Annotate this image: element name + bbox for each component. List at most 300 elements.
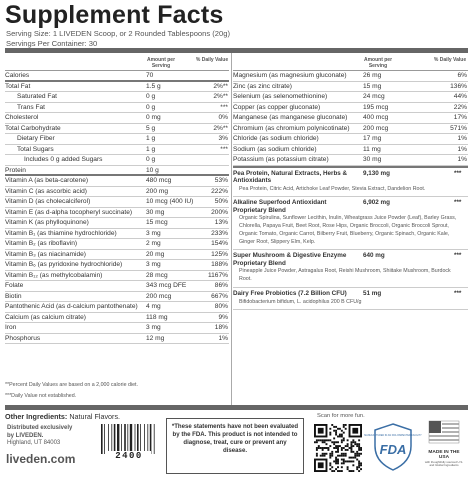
- qr-module: [347, 445, 349, 447]
- nutrient-row: [5, 82, 229, 93]
- qr-module: [343, 460, 345, 462]
- qr-module: [322, 455, 324, 457]
- qr-module: [339, 434, 341, 436]
- qr-module: [360, 453, 362, 455]
- nutrient-dv: 125%: [211, 250, 228, 258]
- qr-module: [318, 447, 320, 449]
- blend-header: [233, 197, 462, 214]
- blend-name: Dairy Free Probiotics (7.2 Billion CFU): [233, 290, 347, 298]
- qr-module: [356, 453, 358, 455]
- nutrient-amount: 2 mg: [146, 240, 161, 247]
- qr-module: [360, 449, 362, 451]
- barcode-bar: [144, 424, 145, 454]
- nutrient-amount: 17 mg: [363, 135, 382, 142]
- dv-header: % Daily Value: [433, 57, 467, 63]
- nutrient-row: [5, 302, 229, 313]
- nutrient-amount: 195 mcg: [363, 103, 389, 111]
- qr-module: [341, 466, 343, 468]
- nutrient-amount: 118 mg: [146, 313, 168, 321]
- qr-module: [335, 459, 337, 461]
- nutrient-row: [233, 113, 468, 124]
- qr-module: [331, 453, 333, 455]
- qr-module: [329, 453, 331, 455]
- qr-module: [341, 453, 343, 455]
- blend-name: Pea Protein, Natural Extracts, Herbs & Antioxidants: [233, 169, 348, 184]
- nutrient-name: Cholesterol: [5, 114, 39, 121]
- qr-module: [335, 468, 337, 470]
- blend-ingredients: Pea Protein, Citric Acid, Artichoke Leaf Powder, Stevia Extract, Dandelion Root.: [239, 185, 426, 192]
- nutrient-dv: 200%: [211, 208, 228, 216]
- nutrient-name: Zinc (as zinc citrate): [233, 82, 292, 90]
- blend-ingredients: Organic Spirulina, Sunflower Lecithin, Inulin, Wheatgrass Juice Powder (Leaf), Barley Grass, Chlorella, Papaya Fruit, Beet Root, Rose Hips, Organic Broccoli, Organic Broccoli Sprout, Organic Tomato, Organic Carrot, Bilberry Fruit, Blueberry, Organic Spinach, Organic Kale, Ginger Root, Slippery Elm, Kelp.: [239, 215, 457, 245]
- nutrient-name: Protein: [5, 166, 26, 174]
- blend-name: Super Mushroom & Digestive Enzyme Proprietary Blend: [233, 252, 347, 267]
- qr-module: [327, 447, 329, 449]
- qr-module: [360, 464, 362, 466]
- barcode-bar: [101, 424, 103, 454]
- nutrient-name: Iron: [5, 324, 17, 331]
- qr-module: [343, 424, 345, 426]
- nutrient-name: Copper (as copper gluconate): [233, 103, 321, 111]
- qr-module: [354, 455, 356, 457]
- qr-module: [329, 455, 331, 457]
- nutrient-amount: 11 mg: [363, 145, 381, 153]
- qr-module: [333, 443, 335, 445]
- qr-module: [320, 439, 322, 441]
- nutrient-row: [5, 103, 229, 114]
- barcode-bar: [114, 424, 116, 454]
- dv-header: % Daily Value: [195, 57, 229, 63]
- qr-module: [314, 441, 316, 443]
- nutrient-amount: 12 mg: [146, 334, 165, 342]
- nutrient-dv: 44%: [453, 93, 467, 100]
- nutrient-amount: 1 g: [146, 145, 156, 153]
- nutrient-name: Chromium (as chromium polynicotinate): [233, 124, 350, 132]
- qr-module: [341, 436, 343, 438]
- nutrient-dv: 86%: [214, 282, 228, 289]
- qr-module: [345, 449, 347, 451]
- made-in-usa-text: MADE IN THE USA: [428, 450, 460, 461]
- barcode-bar: [104, 424, 105, 454]
- serving-size: Serving Size: 1 LIVEDEN Scoop, or 2 Rounded Tablespoons (20g): [6, 29, 231, 38]
- flag-canton: [429, 421, 441, 433]
- barcode-bar: [124, 424, 126, 454]
- qr-module: [345, 460, 347, 462]
- nutrient-amount: 3 mg: [146, 324, 161, 331]
- qr-module: [347, 466, 349, 468]
- qr-module: [331, 441, 333, 443]
- nutrient-row: [233, 103, 468, 114]
- nutrient-amount: 200 mcg: [146, 292, 172, 300]
- qr-module: [318, 439, 320, 441]
- qr-module: [341, 430, 343, 432]
- blend-header: [233, 168, 462, 185]
- qr-module: [335, 426, 337, 428]
- qr-module: [339, 470, 341, 472]
- qr-module: [335, 451, 337, 453]
- nutrient-row: [5, 113, 229, 124]
- nutrient-amount: 1.5 g: [146, 82, 161, 90]
- nutrient-row: [5, 218, 229, 229]
- qr-module: [337, 455, 339, 457]
- nutrient-name: Vitamin C (as ascorbic acid): [5, 187, 87, 195]
- nutrient-dv: 2%**: [213, 82, 228, 90]
- qr-module: [352, 457, 354, 459]
- qr-module: [335, 434, 337, 436]
- qr-module: [320, 447, 322, 449]
- barcode-bar: [135, 424, 136, 454]
- qr-module: [331, 424, 333, 426]
- qr-module: [343, 437, 345, 439]
- qr-module: [324, 447, 326, 449]
- qr-module: [343, 447, 345, 449]
- qr-module: [337, 470, 339, 472]
- qr-module: [345, 445, 347, 447]
- barcode-bar: [150, 424, 152, 454]
- qr-module: [358, 445, 360, 447]
- nutrient-dv: ***: [220, 103, 228, 111]
- nutrient-amount: 28 mcg: [146, 271, 168, 279]
- qr-module: [322, 453, 324, 455]
- nutrient-name: Selenium (as selenomethionine): [233, 93, 328, 100]
- qr-module: [322, 447, 324, 449]
- qr-module: [360, 462, 362, 464]
- nutrient-name: Includes 0 g added Sugars: [24, 156, 103, 163]
- nutrient-amount: 30 mg: [363, 156, 382, 163]
- qr-module: [335, 460, 337, 462]
- qr-module: [326, 453, 328, 455]
- nutrient-row: [5, 145, 229, 156]
- qr-module: [316, 449, 318, 451]
- qr-module: [333, 437, 335, 439]
- blend-amount: 6,902 mg: [363, 199, 390, 207]
- nutrient-dv: 154%: [211, 240, 228, 247]
- nutrient-row: [5, 71, 229, 82]
- nutrient-dv: 136%: [450, 82, 467, 90]
- nutrient-amount: 1 g: [146, 135, 156, 142]
- nutrient-name: Magnesium (as magnesium gluconate): [233, 72, 347, 79]
- blends: [233, 166, 468, 311]
- fda-shield-top-caption: MANUFACTURED IN AN FDA INSPECTED FACILITY: [364, 434, 422, 437]
- nutrient-amount: 0 g: [146, 103, 156, 111]
- qr-code[interactable]: [314, 424, 362, 472]
- qr-module: [347, 468, 349, 470]
- nutrient-name: Vitamin D (as cholecalciferol): [5, 198, 91, 205]
- nutrient-row: [233, 92, 468, 103]
- nutrient-row: [5, 124, 229, 135]
- qr-module: [356, 445, 358, 447]
- barcode-bar: [137, 424, 139, 454]
- nutrient-amount: 26 mg: [363, 72, 382, 79]
- qr-module: [350, 460, 352, 462]
- qr-module: [329, 439, 331, 441]
- nutrient-dv: 188%: [211, 261, 228, 268]
- distributor: [7, 425, 72, 448]
- blend-amount: 51 mg: [363, 290, 382, 298]
- footnote-not-established: ***Daily Value not established.: [5, 393, 77, 399]
- footnote-dv: **Percent Daily Values are based on a 2,000 calorie diet.: [5, 382, 138, 388]
- nutrient-name: Vitamin B₂ (as riboflavin): [5, 240, 78, 247]
- barcode-bar: [117, 424, 119, 454]
- nutrient-row: [5, 334, 229, 345]
- qr-module: [333, 470, 335, 472]
- qr-module: [341, 470, 343, 472]
- qr-module: [358, 466, 360, 468]
- qr-module: [350, 445, 352, 447]
- qr-module: [339, 455, 341, 457]
- website-url[interactable]: liveden.com: [6, 452, 76, 466]
- nutrient-name: Biotin: [5, 292, 22, 300]
- barcode-image: [99, 422, 157, 470]
- blend-header: [233, 288, 462, 298]
- blend-ingredients: Pineapple Juice Powder, Astragalus Root, Reishi Mushroom, Shiitake Mushroom, Burdock Root.: [239, 268, 451, 283]
- qr-module: [358, 470, 360, 472]
- qr-module: [347, 443, 349, 445]
- barcode-bar: [130, 424, 132, 454]
- nutrient-row: [233, 124, 468, 135]
- qr-module: [354, 443, 356, 445]
- nutrient-name: Manganese (as manganese gluconate): [233, 114, 348, 121]
- nutrient-amount: 10 g: [146, 166, 159, 174]
- qr-module: [316, 447, 318, 449]
- blend-block: [233, 250, 468, 288]
- nutrient-amount: 30 mg: [146, 208, 165, 216]
- qr-module: [333, 447, 335, 449]
- nutrient-amount: 0 g: [146, 156, 156, 163]
- barcode-bar: [147, 424, 148, 454]
- qr-module: [345, 424, 347, 426]
- qr-module: [324, 441, 326, 443]
- scan-text: Scan for more fun.: [317, 413, 365, 419]
- qr-module: [339, 428, 341, 430]
- nutrient-dv: 1%: [457, 156, 467, 163]
- right-header: [233, 57, 468, 71]
- blend-name: Alkaline Superfood Antioxidant Proprietary Blend: [233, 199, 327, 214]
- qr-module: [331, 451, 333, 453]
- blend-block: [233, 288, 468, 310]
- blend-header: [233, 250, 462, 267]
- qr-module: [339, 436, 341, 438]
- nutrient-row: [5, 281, 229, 292]
- qr-module: [337, 459, 339, 461]
- made-in-usa-subtext: with thoughtfully sourced U.S. and Global Ingredients: [424, 460, 464, 468]
- qr-module: [341, 434, 343, 436]
- nutrient-dv: 222%: [211, 187, 228, 195]
- qr-module: [326, 439, 328, 441]
- barcode-number: 2400: [107, 451, 151, 461]
- amount-header: Amount per Serving: [146, 57, 176, 69]
- nutrient-dv: 2%**: [213, 93, 228, 100]
- qr-module: [349, 460, 351, 462]
- nutrient-name: Potassium (as potassium citrate): [233, 156, 329, 163]
- qr-module: [337, 466, 339, 468]
- qr-module: [350, 443, 352, 445]
- qr-module: [350, 457, 352, 459]
- nutrient-dv: 50%: [214, 198, 228, 205]
- nutrient-amount: 10 mcg (400 IU): [146, 198, 194, 205]
- nutrient-row: [5, 229, 229, 240]
- nutrient-name: Total Fat: [5, 82, 31, 90]
- nutrient-row: [233, 155, 468, 166]
- nutrient-dv: 0%: [218, 114, 228, 121]
- qr-module: [331, 455, 333, 457]
- qr-module: [337, 460, 339, 462]
- qr-module: [343, 455, 345, 457]
- qr-module: [356, 451, 358, 453]
- nutrient-name: Vitamin B₃ (as niacinamide): [5, 250, 86, 258]
- qr-module: [335, 462, 337, 464]
- nutrient-row: [5, 208, 229, 219]
- qr-module: [335, 445, 337, 447]
- nutrient-amount: 480 mcg: [146, 177, 172, 184]
- qr-module: [316, 441, 318, 443]
- qr-module: [326, 447, 328, 449]
- right-column: [233, 57, 468, 310]
- nutrient-name: Vitamin A (as beta-carotene): [5, 177, 89, 184]
- nutrient-name: Vitamin K (as phylloquinone): [5, 219, 89, 226]
- qr-module: [347, 439, 349, 441]
- qr-module: [324, 439, 326, 441]
- nutrient-dv: 3%: [218, 135, 228, 142]
- qr-module: [345, 455, 347, 457]
- nutrient-dv: 80%: [214, 303, 228, 310]
- qr-module: [324, 453, 326, 455]
- other-label: Other Ingredients:: [5, 412, 68, 421]
- nutrient-name: Sodium (as sodium chloride): [233, 145, 317, 153]
- qr-module: [343, 439, 345, 441]
- nutrient-amount: 24 mcg: [363, 93, 385, 100]
- nutrient-row: [5, 323, 229, 334]
- qr-module: [333, 460, 335, 462]
- qr-module: [358, 443, 360, 445]
- nutrient-name: Dietary Fiber: [17, 135, 55, 142]
- nutrient-name: Calcium (as calcium citrate): [5, 313, 86, 321]
- qr-module: [337, 445, 339, 447]
- barcode-bar: [140, 424, 141, 454]
- blend-dv: ***: [454, 290, 462, 298]
- barcode-bar: [111, 424, 112, 454]
- nutrient-row: [5, 260, 229, 271]
- qr-module: [343, 432, 345, 434]
- barcode-bar: [127, 424, 128, 454]
- qr-module: [329, 428, 331, 430]
- nutrient-dv: 667%: [211, 292, 228, 300]
- qr-module: [358, 460, 360, 462]
- qr-module: [358, 439, 360, 441]
- qr-module: [354, 457, 356, 459]
- nutrient-name: Vitamin B₁₂ (as methylcobalamin): [5, 271, 103, 279]
- nutrient-row: [5, 313, 229, 324]
- qr-module: [327, 449, 329, 451]
- qr-module: [316, 455, 318, 457]
- servings-per-container: Servings Per Container: 30: [6, 39, 98, 48]
- nutrient-name: Calories: [5, 72, 30, 79]
- qr-module: [341, 441, 343, 443]
- nutrient-dv: 1%: [218, 334, 228, 342]
- blend-ingredients: Bifidobacterium bifidum, L. acidophilus 200 B CFU/g: [239, 298, 362, 305]
- nutrient-name: Saturated Fat: [17, 93, 57, 100]
- qr-module: [322, 439, 324, 441]
- qr-module: [333, 430, 335, 432]
- qr-module: [352, 470, 354, 472]
- qr-module: [352, 441, 354, 443]
- distributor-line: by LIVEDEN.: [7, 432, 44, 439]
- nutrient-amount: 200 mcg: [363, 124, 389, 132]
- qr-finder: [318, 428, 324, 434]
- qr-module: [350, 441, 352, 443]
- nutrient-row: [233, 82, 468, 93]
- qr-module: [349, 457, 351, 459]
- nutrient-name: Vitamin E (as d-alpha tocopheryl succinate): [5, 208, 133, 216]
- nutrient-row: [5, 134, 229, 145]
- qr-module: [358, 464, 360, 466]
- amount-header: Amount per Serving: [363, 57, 393, 69]
- distributor-line: Distributed exclusively: [7, 425, 73, 431]
- qr-finder: [352, 428, 358, 434]
- other-value: Natural Flavors.: [69, 412, 121, 421]
- nutrient-dv: 53%: [214, 177, 228, 184]
- nutrient-row: [5, 292, 229, 303]
- blend-amount: 640 mg: [363, 252, 385, 260]
- qr-module: [358, 447, 360, 449]
- blend-dv: ***: [454, 169, 462, 177]
- nutrient-name: Total Sugars: [17, 145, 54, 153]
- blend-amount: 9,130 mg: [363, 169, 390, 177]
- qr-module: [354, 453, 356, 455]
- distributor-line: Highland, UT 84003: [7, 440, 61, 447]
- fda-shield-icon: [364, 422, 422, 472]
- qr-module: [337, 447, 339, 449]
- nutrient-amount: 20 mg: [146, 250, 165, 258]
- qr-module: [352, 439, 354, 441]
- qr-module: [322, 449, 324, 451]
- qr-module: [341, 447, 343, 449]
- qr-module: [316, 439, 318, 441]
- qr-module: [358, 453, 360, 455]
- qr-module: [352, 464, 354, 466]
- qr-module: [356, 468, 358, 470]
- nutrient-dv: 6%: [457, 72, 467, 79]
- qr-module: [329, 432, 331, 434]
- nutrient-amount: 200 mg: [146, 187, 168, 195]
- qr-module: [358, 455, 360, 457]
- qr-module: [352, 445, 354, 447]
- qr-module: [329, 457, 331, 459]
- qr-module: [333, 441, 335, 443]
- qr-module: [329, 464, 331, 466]
- nutrient-name: Vitamin B₆ (as pyridoxine hydrochloride): [5, 261, 123, 268]
- qr-module: [341, 449, 343, 451]
- qr-module: [337, 428, 339, 430]
- qr-module: [350, 449, 352, 451]
- qr-module: [327, 439, 329, 441]
- qr-module: [337, 451, 339, 453]
- nutrient-amount: 3 mg: [146, 261, 161, 268]
- qr-module: [335, 457, 337, 459]
- nutrient-amount: 0 g: [146, 93, 156, 100]
- bottom-rule: [5, 405, 468, 410]
- qr-module: [349, 470, 351, 472]
- qr-module: [343, 462, 345, 464]
- nutrient-row: [233, 134, 468, 145]
- qr-module: [358, 462, 360, 464]
- qr-module: [343, 426, 345, 428]
- left-rows: [5, 71, 229, 344]
- qr-module: [345, 453, 347, 455]
- nutrient-row: [5, 239, 229, 250]
- blend-dv: ***: [454, 199, 462, 207]
- qr-module: [335, 430, 337, 432]
